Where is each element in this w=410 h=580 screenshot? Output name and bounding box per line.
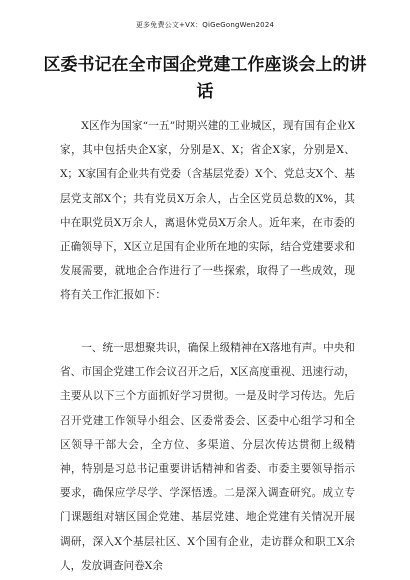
body-paragraph-1: [60, 114, 355, 308]
document-title: 区委书记在全市国企党建工作座谈会上的讲话: [43, 55, 367, 102]
header-banner: 更多免费公文+VX：QiGeGongWen2024: [135, 21, 275, 29]
body-paragraph-2: [60, 336, 355, 578]
paragraph-text: 一、统一思想聚共识，确保上级精神在X落地有声。中央和省、市国企党建工作会议召开之后，X区高度重视、迅速行动，主要从以下三个方面抓好学习贯彻。一是及时学习传达。先后召开党建工作领导小组会、区委常委会、区委中心组学习和全区领导干部大会，全方位、多渠道、分层次传达贯彻上级精神，特别是习总书记重要讲话精神和省委、市委主要领导指示要求，确保应学尽学、学深悟透。二是深入调查研究。成立专门课题组对辖区国企党建、基层党建、地企党建有关情况开展调研，深入X个基层社区、X个国有企业，走访群众和职工X余人，发放调查问卷X余: [60, 342, 355, 572]
paragraph-text: X区作为国家“一五”时期兴建的工业城区，现有国有企业X家，其中包括央企X家，分别是X、X；省企X家，分别是X、X；X家国有企业共有党委（含基层党委）X个、党总支X个、基层党支部X个；共有党员X万余人，占全区党员总数的X%，其中在职党员X万余人，离退休党员X万余人。近年来，在市委的正确领导下，X区立足国有企业所在地的实际，结合党建要求和发展需要，就地企合作进行了一些探索，取得了一些成效，现将有关工作汇报如下：: [60, 120, 356, 302]
